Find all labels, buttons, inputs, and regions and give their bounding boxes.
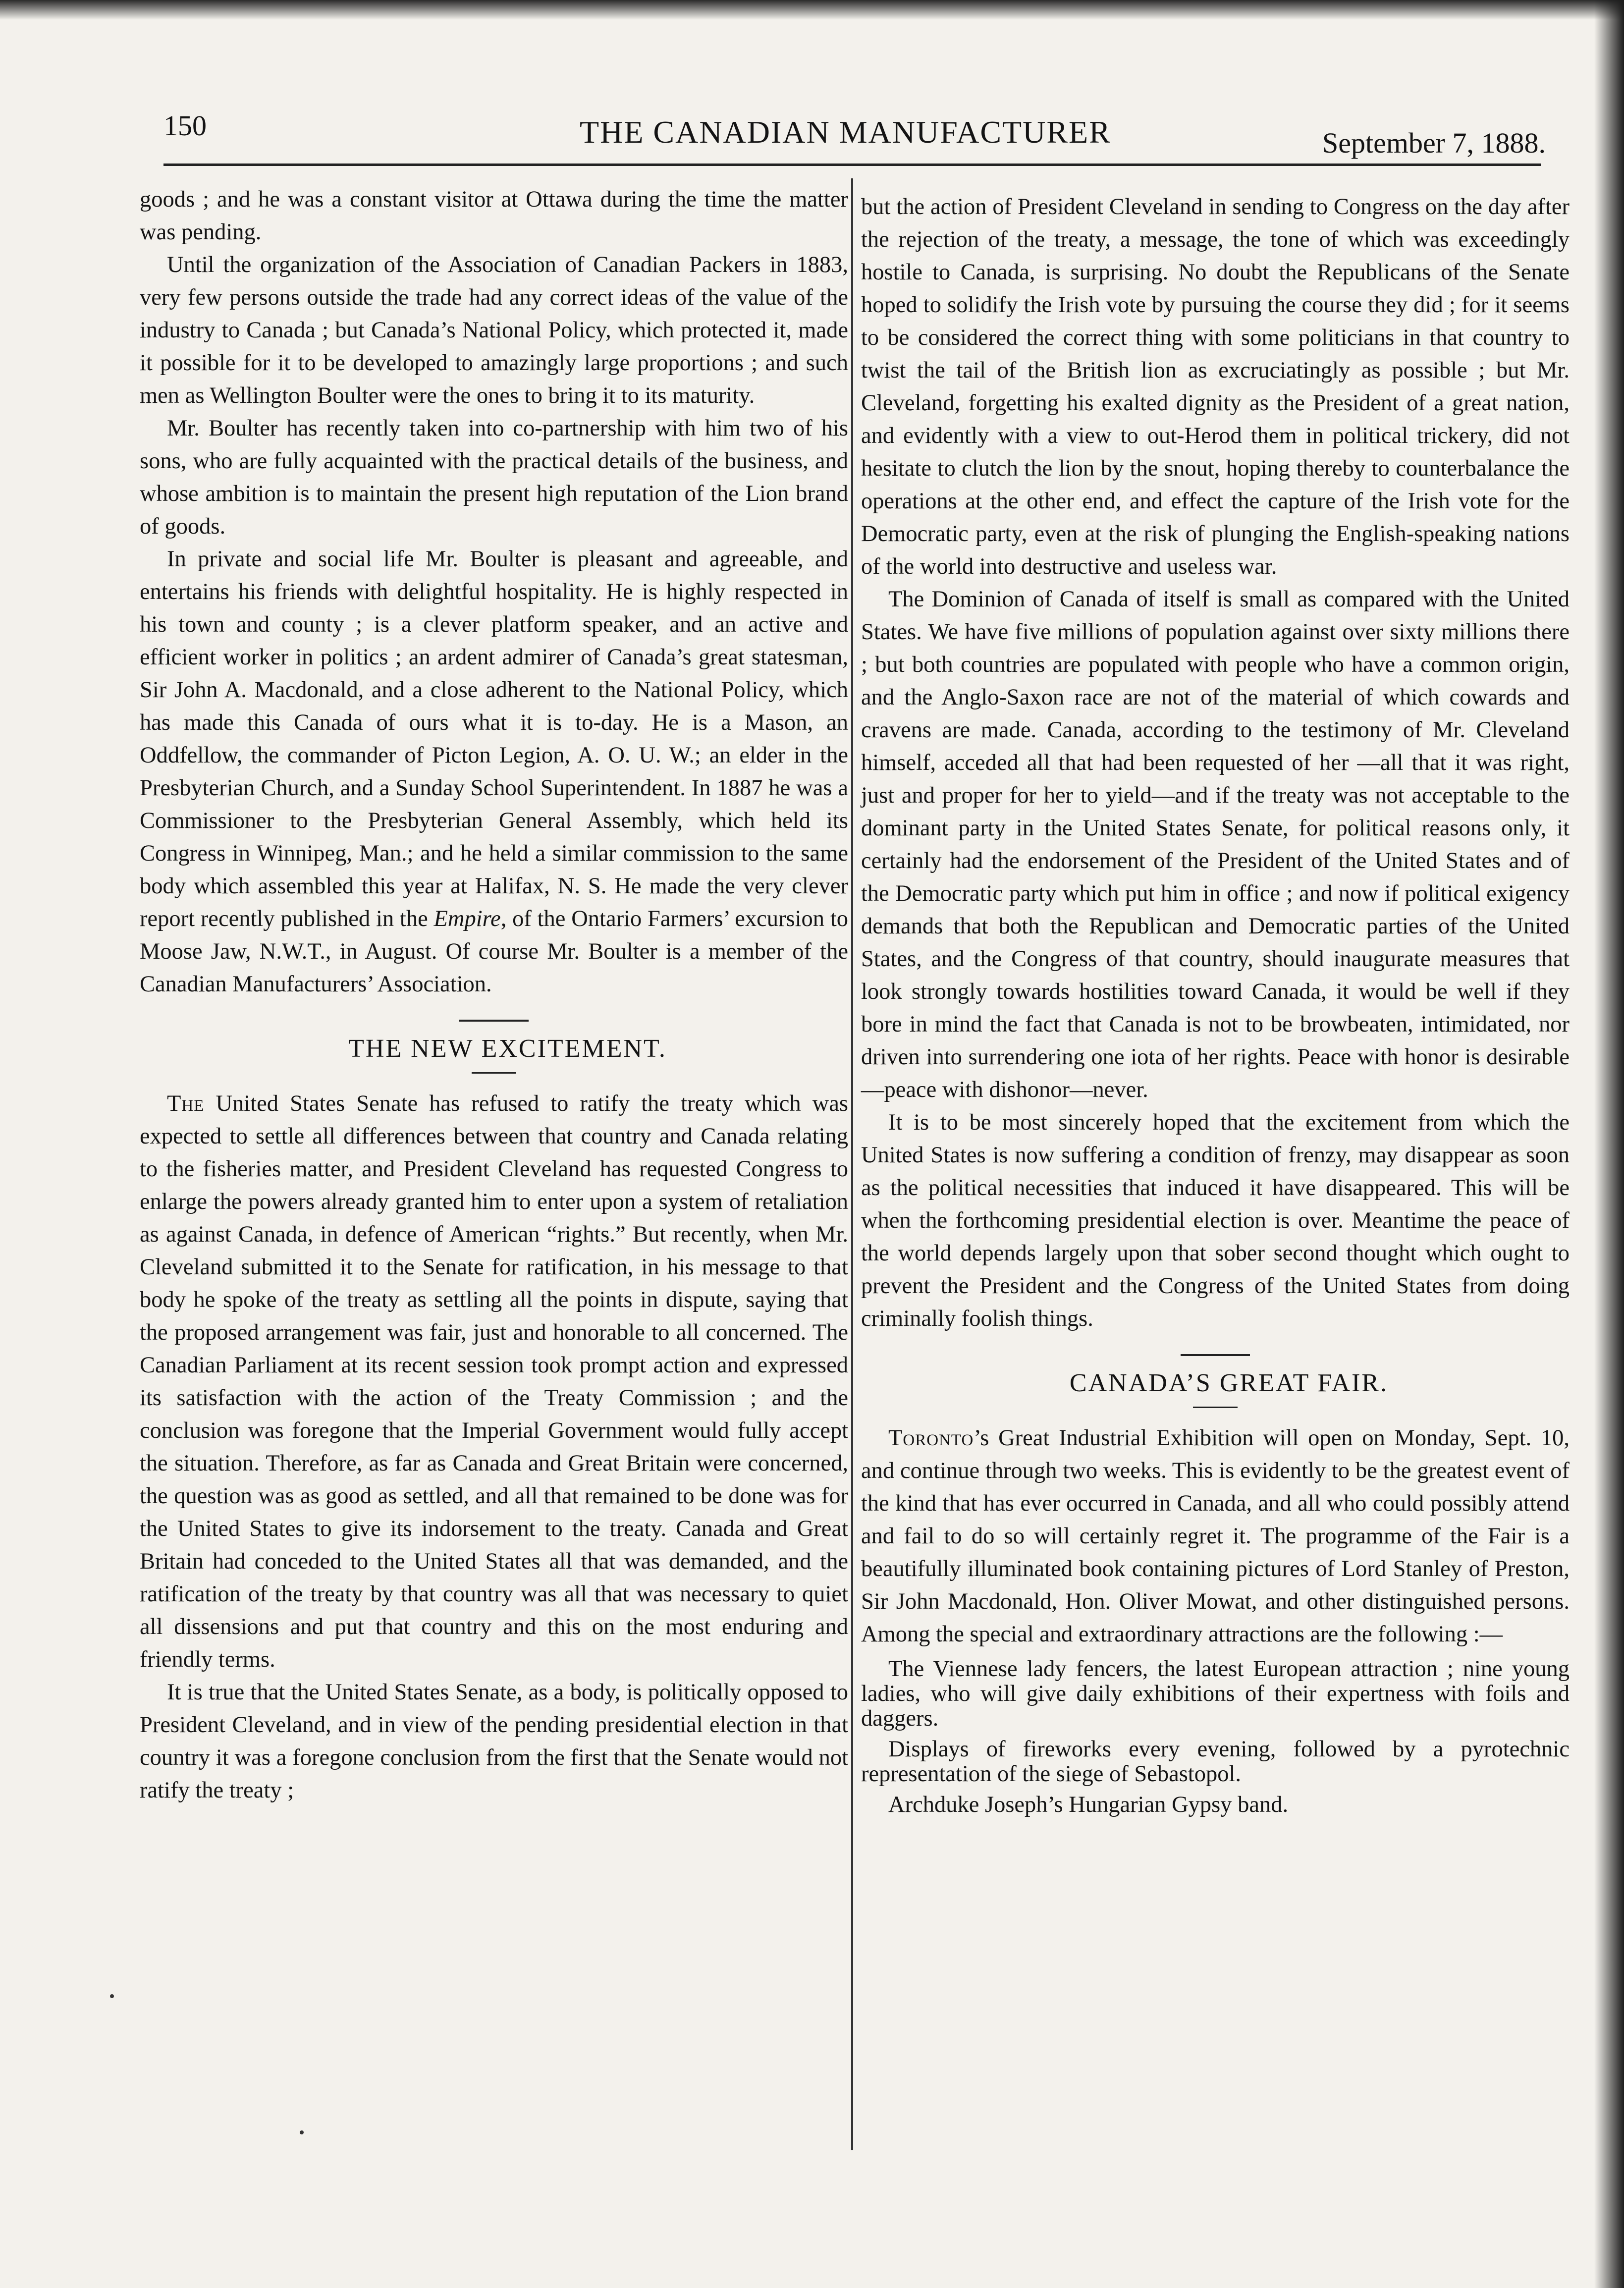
paragraph: It is to be most sincerely hoped that the excitement from which the United States is now suffering a condition of frenzy, may disappear as soon as the political necessities that induced it have disappeared. This will be when the forthcoming presidential election is over. Meantime the peace of the world depends largely upon that sober second thought which ought to prevent the President and the Congress of the United States from doing criminally foolish things. [861,1110,1570,1331]
paragraph [140,1088,848,1676]
section-heading-new-excitement: THE NEW EXCITEMENT. [348,1035,667,1063]
issue-date: September 7, 1888. [1322,127,1546,159]
paragraph [861,1422,1570,1651]
paragraph-boulter-private-life [140,543,848,1001]
paragraph: but the action of President Cleveland in sending to Congress on the day after the rejection of the treaty, a message, the tone of which was exceedingly hostile to Canada, is surprising. No doubt the Republicans of the Senate hoped to solidify the Irish vote by pursuing the course they did ; for it seems to be considered the correct thing with some politicians in that country to twist the tail of the British lion as excruciatingly as possible ; but Mr. Cleveland, forgetting his exalted dignity as the President of a great nation, and evidently with a view to out-Herod them in political trickery, did not hesitate to clutch the lion by the snout, hoping thereby to counterbalance the operations at the other end, and effect the capture of the Irish vote for the Democratic party, even at the risk of plunging the English-speaking nations of the world into destructive and useless war. [861,194,1570,579]
section-separator [459,1020,529,1022]
paragraph: goods ; and he was a constant visitor at Ottawa during the time the matter was pending. [140,187,848,245]
attraction-item: Displays of fireworks every evening, followed by a pyrotechnic representation of the siege of Sebastopol. [861,1737,1570,1787]
scan-shadow-right [1594,0,1624,2288]
header-rule [163,163,1541,166]
lead-in-word: The [167,1091,205,1116]
section-heading-great-fair: CANADA’S GREAT FAIR. [1069,1369,1389,1397]
right-column [861,191,1570,1817]
text-run: , of the Ontario Farmers’ excursion to Moose Jaw, N.W.T., in August. Of course Mr. Boulter is a member of the Canadian Manufacturers’ Association. [140,906,848,997]
paragraph: It is true that the United States Senate, as a body, is politically opposed to President Cleveland, and in view of the pending presidential election in that country it was a foregone conclusion from the first that the Senate would not ratify the treaty ; [140,1680,848,1803]
heading-rule [472,1072,516,1074]
text-run: In private and social life Mr. Boulter is pleasant and agreeable, and entertains his friends with delightful hospitality. He is highly respected in his town and county ; is a clever platform speaker, and an active and efficient worker in politics ; an ardent admirer of Canada’s great statesman, Sir John A. Macdonald, and a close adherent to the National Policy, which has made this Canada of ours what it is to-day. He is a Mason, an Oddfellow, the commander of Picton Legion, A. O. U. W.; an elder in the Presbyterian Church, and a Sunday School Superintendent. In 1887 he was a Commissioner to the Presbyterian General Assembly, which held its Congress in Winnipeg, Man.; and he held a similar commission to the same body which assembled this year at Halifax, N. S. He made the very clever report recently published in the [140,546,848,931]
page-number: 150 [163,109,207,142]
attraction-item: Archduke Joseph’s Hungarian Gypsy band. [888,1792,1289,1817]
heading-rule [1193,1407,1238,1408]
empire-title: Empire [433,906,501,931]
print-speck [300,2130,304,2134]
paragraph: Until the organization of the Association of Canadian Packers in 1883, very few persons outside the trade had any correct ideas of the value of the industry to Canada ; but Canada’s National Policy, which protected it, made it possible for it to be developed to amazingly large proportions ; and such men as Wellington Boulter were the ones to bring it to its maturity. [140,252,848,408]
scan-shadow-top [0,0,1624,20]
text-run: ’s Great Industrial Exhibition will open on Monday, Sept. 10, and continue through two weeks. This is evidently to be the greatest event of the kind that has ever occurred in Canada, and all who could possibly attend and fail to do so will certainly regret it. The programme of the Fair is a beautifully illuminated book containing pictures of Lord Stanley of Preston, Sir John Macdonald, Hon. Oliver Mowat, and other distinguished persons. Among the special and extraordinary attractions are the following :— [861,1425,1570,1647]
page-header [163,104,1546,159]
publication-title: THE CANADIAN MANUFACTURER [580,114,1111,150]
column-divider [851,178,853,2150]
attraction-item: The Viennese lady fencers, the latest European attraction ; nine young ladies, who will give daily exhibitions of their expertness with foils and daggers. [861,1656,1570,1731]
paragraph: The Dominion of Canada of itself is small as compared with the United States. We have five millions of population against over sixty millions there ; but both countries are populated with people who have a common origin, and the Anglo-Saxon race are not of the material of which cowards and cravens are made. Canada, according to the testimony of Mr. Cleveland himself, acceded all that had been requested of her —all that it was right, just and proper for her to yield—and if the treaty was not acceptable to the dominant party in the United States Senate, for political reasons only, it certainly had the endorsement of the President of the United States and of the Democratic party which put him in office ; and now if political exigency demands that both the Republican and Democratic parties of the United States, and the Congress of that country, should inaugurate measures that look strongly towards hostilities toward Canada, it would be well if they bore in mind the fact that Canada is not to be browbeaten, intimidated, nor driven into surrendering one iota of her rights. Peace with honor is desirable—peace with dishonor—never. [861,587,1570,1102]
text-run: United States Senate has refused to ratify the treaty which was expected to settle all differences between that country and Canada relating to the fisheries matter, and President Cleveland has requested Congress to enlarge the powers already granted him to enter upon a system of retaliation as against Canada, in defence of American “rights.” But recently, when Mr. Cleveland submitted it to the Senate for ratification, in his message to that body he spoke of the treaty as settling all the points in dispute, saying that the proposed arrangement was fair, just and honorable to all concerned. The Canadian Parliament at its recent session took prompt action and expressed its satisfaction with the action of the Treaty Commission ; and the conclusion was foregone that the Imperial Government would fully accept the situation. Therefore, as far as Canada and Great Britain were concerned, the question was as good as settled, and all that remained to be done was for the United States to give its indorsement to the treaty. Canada and Great Britain had conceded to the United States all that was demanded, and the ratification of the treaty by that country was all that was necessary to quiet all dissensions and put that country and this on the most enduring and friendly terms. [140,1091,848,1672]
paragraph: Mr. Boulter has recently taken into co-partnership with him two of his sons, who are fully acquainted with the practical details of the business, and whose ambition is to maintain the present high reputation of the Lion brand of goods. [140,416,848,539]
left-column [140,183,848,1807]
lead-in-word: Toronto [888,1425,974,1451]
section-separator [1181,1354,1250,1356]
print-speck [110,1994,114,1998]
